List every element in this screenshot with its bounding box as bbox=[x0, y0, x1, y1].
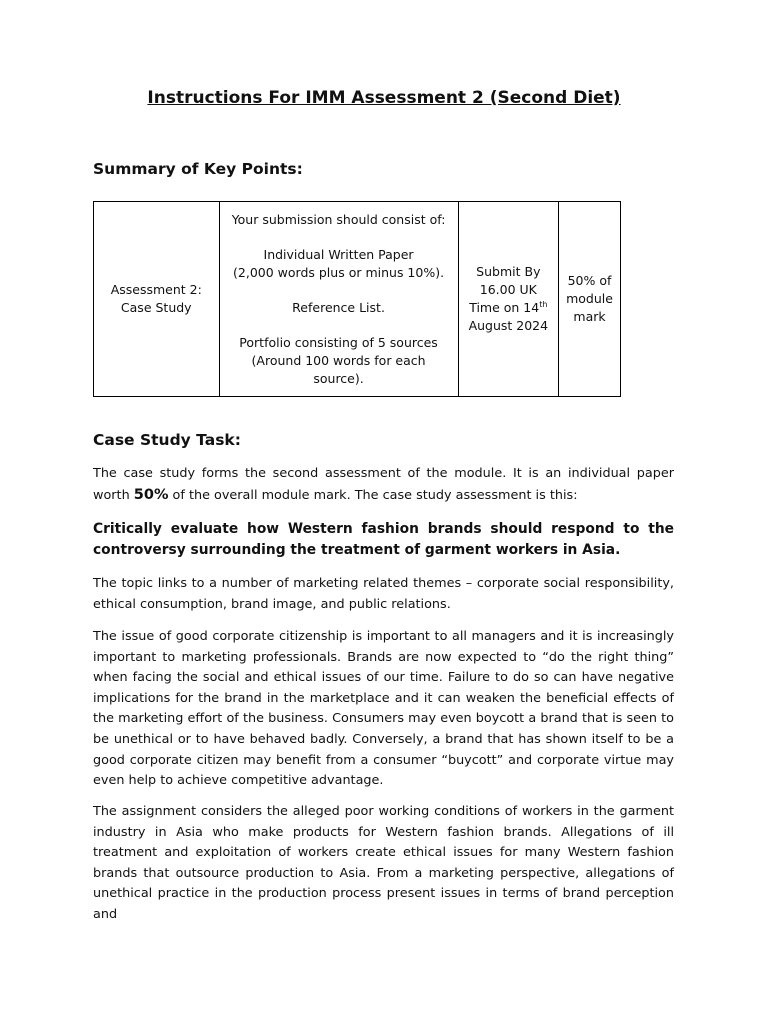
reference-line: Reference List. bbox=[292, 299, 385, 315]
deadline-line: 16.00 UK bbox=[479, 282, 537, 297]
submission-intro: Your submission should consist of: bbox=[231, 211, 446, 227]
table-row bbox=[94, 202, 621, 397]
weight-percent: 50% bbox=[133, 486, 169, 503]
deadline-cell bbox=[458, 202, 558, 397]
deadline-line: Time on 14th bbox=[469, 299, 548, 315]
weight-line: 50% of bbox=[567, 273, 612, 288]
assessment-line: Assessment 2: bbox=[110, 282, 202, 297]
ordinal-suffix: th bbox=[539, 299, 548, 309]
topic-paragraph: The topic links to a number of marketing related themes – corporate social responsibility, ethical consumption, brand image, and public relations. bbox=[93, 576, 674, 612]
intro-paragraph: The case study forms the second assessment of the module. It is an individual paper worth 50% of the overall module mark. The case study assessment is this: bbox=[93, 466, 674, 503]
paper-line: (2,000 words plus or minus 10%). bbox=[233, 264, 445, 280]
paper-line: Individual Written Paper bbox=[263, 246, 414, 262]
assessment-cell bbox=[94, 202, 220, 397]
task-heading: Case Study Task: bbox=[93, 431, 241, 449]
citizenship-paragraph: The issue of good corporate citizenship is important to all managers and it is increasingly important to marketing professionals. Brands are now expected to “do the right thing” when facing the social and ethical issues of our time. Failure to do so can have negative implications for the brand in the marketplace and it can weaken the beneficial effects of the marketing effort of the business. Consumers may even boycott a brand that is seen to be unethical or to have behaved badly. Conversely, a brand that has shown itself to be a good corporate citizen may benefit from a consumer “buycott” and corporate virtue may even help to achieve competitive advantage. bbox=[93, 629, 674, 789]
weight-line: mark bbox=[573, 309, 606, 324]
weight-cell bbox=[559, 202, 621, 397]
assignment-paragraph: The assignment considers the alleged poor working conditions of workers in the garment industry in Asia who make products for Western fashion brands. Allegations of ill treatment and exploitation of workers create ethical issues for many Western fashion brands that outsource production to Asia. From a marketing perspective, allegations of unethical practice in the production process present issues in terms of brand perception and bbox=[93, 804, 674, 922]
portfolio-line: Portfolio consisting of 5 sources bbox=[239, 334, 438, 350]
summary-table bbox=[93, 201, 621, 397]
assessment-line: Case Study bbox=[120, 300, 192, 315]
deadline-line: August 2024 bbox=[468, 318, 549, 333]
portfolio-line: (Around 100 words for each bbox=[251, 352, 426, 368]
assessment-question: Critically evaluate how Western fashion brands should respond to the controversy surrounding the treatment of garment workers in Asia. bbox=[93, 521, 674, 558]
weight-line: module bbox=[566, 291, 613, 306]
page-title: Instructions For IMM Assessment 2 (Second Diet) bbox=[147, 88, 621, 108]
portfolio-line: source). bbox=[313, 370, 364, 386]
deadline-line: Submit By bbox=[476, 264, 541, 279]
summary-heading: Summary of Key Points: bbox=[93, 160, 303, 178]
submission-cell bbox=[219, 202, 458, 397]
